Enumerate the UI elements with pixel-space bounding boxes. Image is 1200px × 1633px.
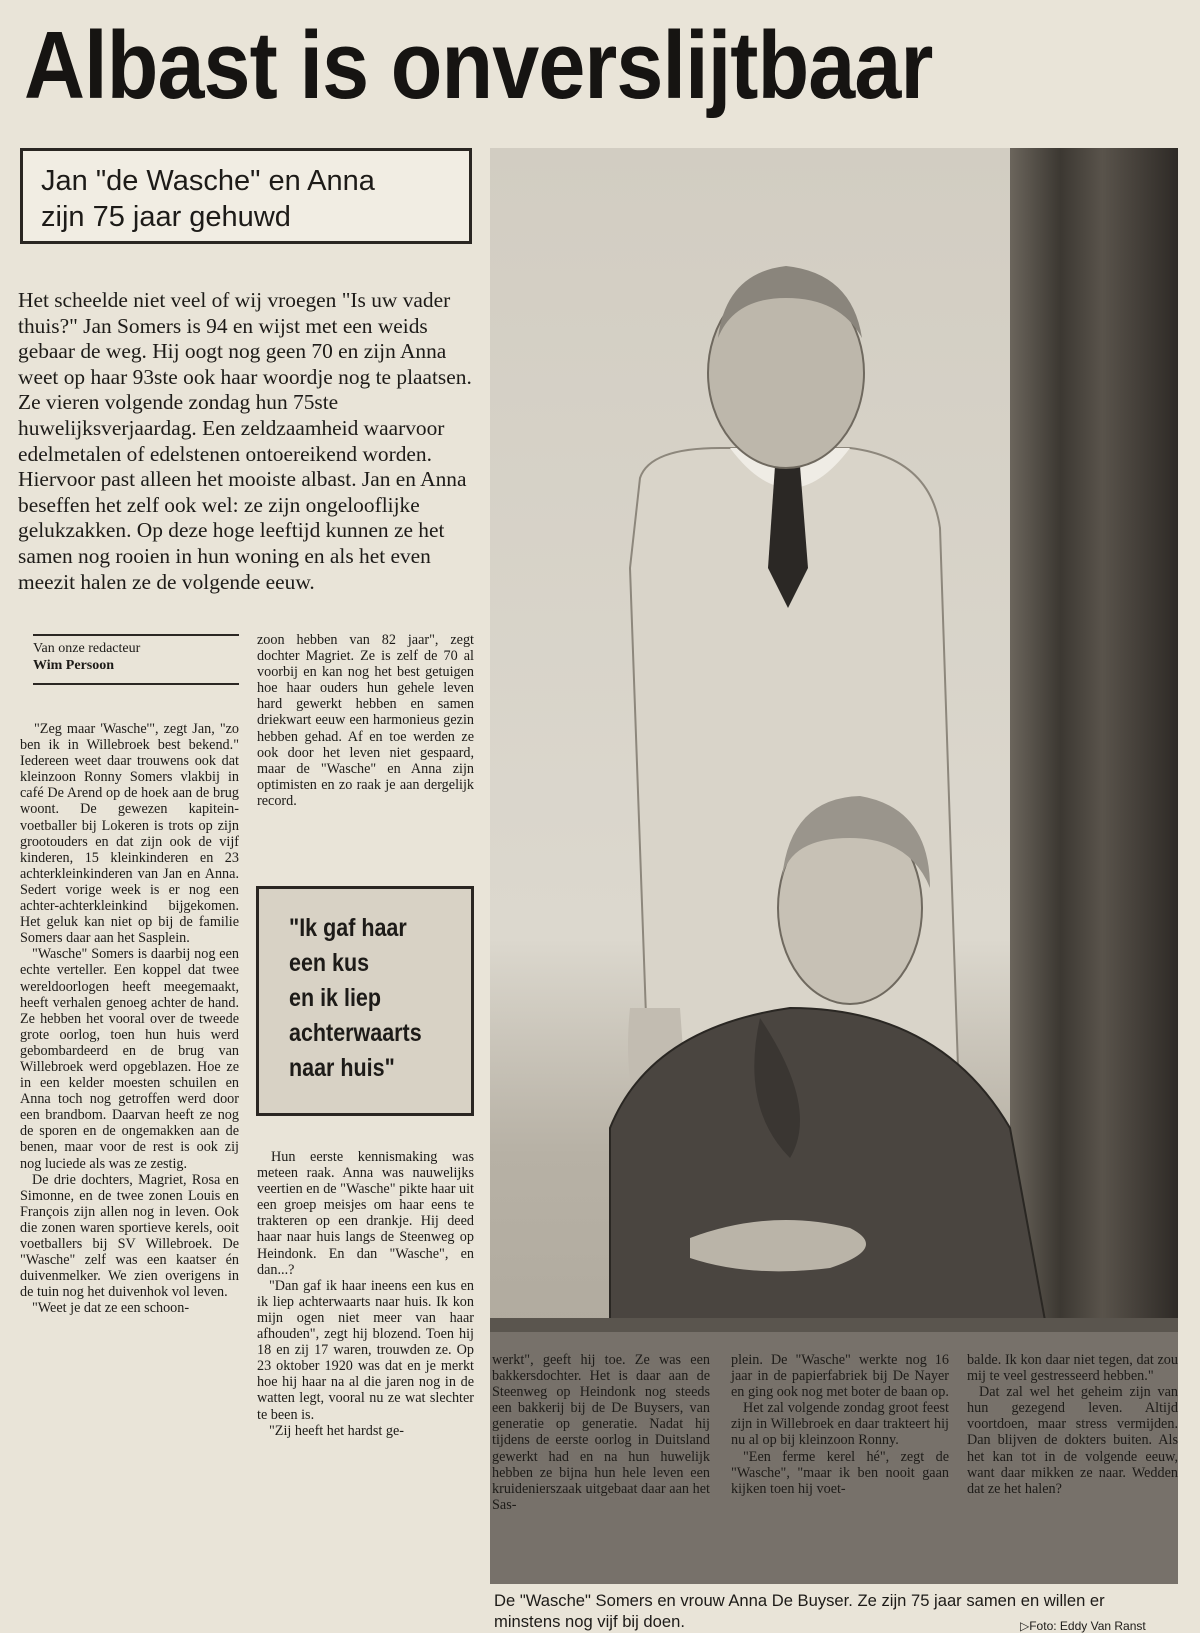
column-1 — [20, 721, 239, 1316]
byline-role: Van onze redacteur — [33, 641, 141, 656]
col3-para: werkt", geeft hij toe. Ze was een bakkersdochter. Het is daar aan de Steenweg op Heindonk nog steeds een bakkerij bij de De Buysers, van generatie op generatie. Nadat hij tijdens de eerste oorlog in Duitsland gewerkt had en na hun huwelijk hebben ze bijna hun hele leven een kruidenierszaak uitgebaat daar aan het Sas- — [492, 1352, 710, 1513]
byline-rule-bottom — [33, 683, 239, 685]
column-2-top — [257, 632, 474, 809]
col2-bottom-para-3: "Zij heeft het hardst ge- — [269, 1422, 405, 1439]
col4-para-3: "Een ferme kerel hé", zegt de "Wasche", "maar ik ben nooit gaan kijken toen hij voet- — [731, 1448, 949, 1497]
photo-caption: De "Wasche" Somers en vrouw Anna De Buyser. Ze zijn 75 jaar samen en willen er minstens nog vijf bij doen. — [494, 1591, 1105, 1631]
col2-top-para: zoon hebben van 82 jaar", zegt dochter Magriet. Ze is zelf de 70 al voorbij en kan nog het best getuigen hoe haar ouders hun gehele leven hard gewerkt hebben en samen driekwart eeuw een harmonieus gezin hebben gehad. Af en toe werden ze ook door het leven niet gespaard, maar de "Wasche" en Anna zijn optimisten en zo raak je aan dergelijk record. — [257, 632, 474, 809]
column-5 — [967, 1352, 1178, 1497]
photo-credit: ▷Foto: Eddy Van Ranst — [1020, 1619, 1146, 1633]
pull-quote — [256, 886, 474, 1116]
pull-quote-line-2: een kus — [289, 949, 370, 977]
byline-name: Wim Persoon — [33, 658, 115, 673]
col1-para-3: De drie dochters, Magriet, Rosa en Simonne, en de twee zonen Louis en François zijn allen nog in leven. Ook die zonen waren sportieve kerels, ooit voetballers bij SV Willebroek. De "Wasche" zelf was een kaatser én duivenmelker. We zien overigens in de tuin nog het duivenhok vol leven. — [20, 1171, 239, 1301]
column-3 — [492, 1352, 710, 1513]
pull-quote-line-1: "Ik gaf haar — [289, 914, 407, 942]
column-2-bottom — [257, 1149, 474, 1439]
col5-para-1: balde. Ik kon daar niet tegen, dat zou mij te veel gestresseerd hebben." — [967, 1352, 1178, 1385]
subhead-line-1: Jan "de Wasche" en Anna — [41, 165, 375, 197]
col5-para-2: Dat zal wel het geheim zijn van hun gezegend leven. Altijd voortdoen, maar stress vermijden. Dan blijven de dokters buiten. Als het kan tot in de volgende eeuw, want daar mikken ze naar. Wedden dat ze het halen? — [967, 1384, 1178, 1497]
byline-rule-top — [33, 634, 239, 636]
byline — [33, 640, 140, 674]
col4-para-1: plein. De "Wasche" werkte nog 16 jaar in de papierfabriek bij De Nayer en ging ook nog met boter de baan op. — [731, 1352, 949, 1401]
col4-para-2: Het zal volgende zondag groot feest zijn in Willebroek en daar trakteert hij nu al op bij kleinzoon Ronny. — [731, 1400, 949, 1449]
col2-bottom-para-1: Hun eerste kennismaking was meteen raak. Anna was nauwelijks veertien en de "Wasche" pikte haar uit een groep meisjes om haar eens te trakteren op een drankje. Hij deed haar naar huis langs de Steenweg op Heindonk. En dan "Wasche", en dan...? — [257, 1149, 474, 1278]
col1-para-2: "Wasche" Somers is daarbij nog een echte verteller. Een koppel dat twee wereldoorlogen heeft meegemaakt, heeft verhalen genoeg achter de hand. Ze hebben het vooral over de tweede grote oorlog, toen hun huis werd gebombardeerd en de brug van Willebroek werd opgeblazen. Hoe ze in een kelder moesten schuilen en Anna toch nog getroffen werd door een brandbom. Daarvan heeft ze nog de sporen en de ongemakken aan de benen, maar voor de rest is ook zij nog luciede als was ze zestig. — [20, 946, 239, 1172]
pull-quote-line-4: achterwaarts — [289, 1019, 422, 1047]
column-4 — [731, 1352, 949, 1497]
pull-quote-line-5: naar huis" — [289, 1054, 395, 1082]
subhead-box — [20, 148, 472, 244]
col1-para-4: "Weet je dat ze een schoon- — [32, 1300, 190, 1317]
intro-paragraph: Het scheelde niet veel of wij vroegen "Is uw vader thuis?" Jan Somers is 94 en wijst met een weids gebaar de weg. Hij oogt nog geen 70 en zijn Anna weet op haar 93ste ook haar woordje nog te plaatsen. Ze vieren volgende zondag hun 75ste huwelijksverjaardag. Een zeldzaamheid waarvoor edelmetalen of edelstenen ontoereikend worden. Hiervoor past alleen het mooiste albast. Jan en Anna beseffen het zelf ook wel: ze zijn ongelooflijke gelukzakken. Op deze hoge leeftijd kunnen ze het samen nog rooien in hun woning en als het even meezit halen ze de volgende eeuw. — [18, 288, 472, 594]
headline: Albast is onverslijtbaar — [24, 12, 933, 119]
col2-bottom-para-2: "Dan gaf ik haar ineens een kus en ik liep achterwaarts naar huis. Ik kon mijn ogen niet meer van haar afhouden", zegt hij blozend. Toen hij 18 en zij 17 waren, trouwden ze. Op 23 oktober 1920 was dat en je merkt hoe hij haar na al die jaren nog in de watten legt, vooral nu ze wat slechter te been is. — [257, 1277, 474, 1423]
subhead-line-2: zijn 75 jaar gehuwd — [41, 201, 291, 233]
col1-para-1: "Zeg maar 'Wasche'", zegt Jan, "zo ben ik in Willebroek best bekend." Iedereen weet daar trouwens ook dat kleinzoon Ronny Somers vlakbij in café De Arend op de hoek aan de brug woont. De gewezen kapitein-voetballer bij Lokeren is trots op zijn grootouders en dat zijn ook de vijf kinderen, 15 kleinkinderen en 23 achterkleinkinderen van Jan en Anna. Sedert vorige week is er nog een achter-achterkleinkind bijgekomen. Het geluk kan niet op bij de familie Somers daar aan het Sasplein. — [20, 721, 239, 947]
pull-quote-line-3: en ik liep — [289, 984, 382, 1012]
